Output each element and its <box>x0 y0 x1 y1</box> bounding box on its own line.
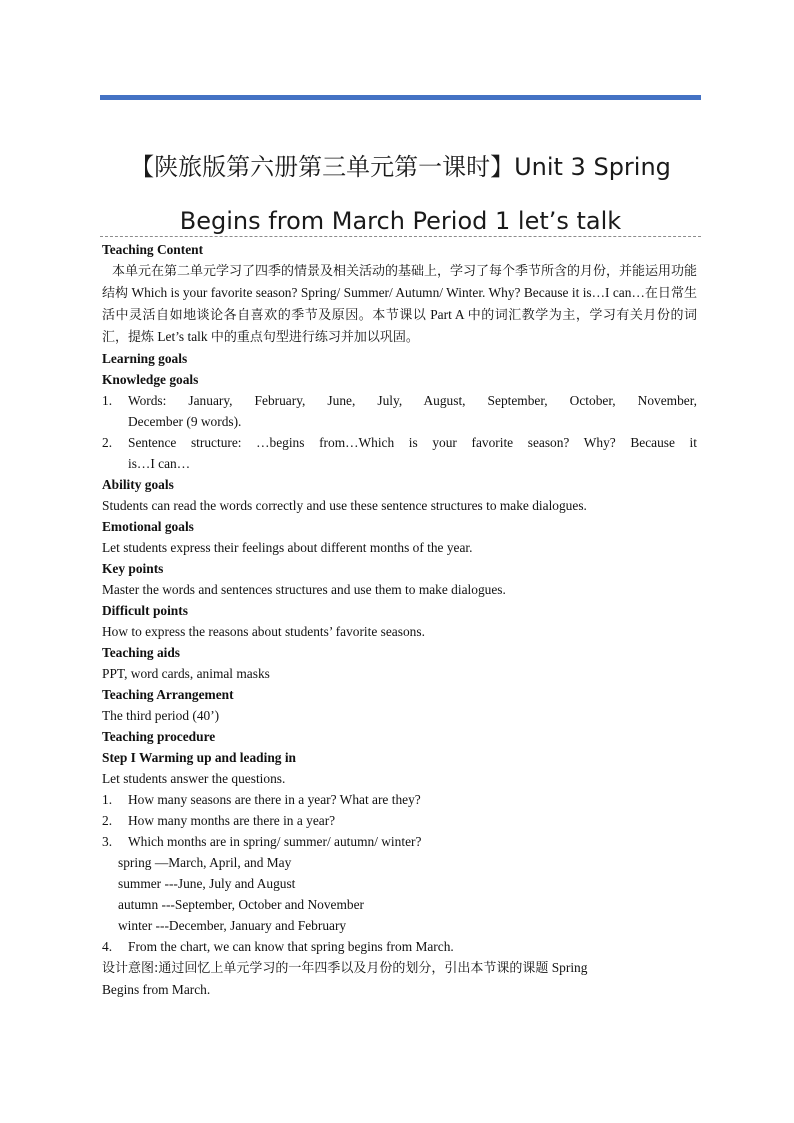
season-answer: summer ---June, July and August <box>118 876 296 891</box>
teaching-content-paragraph: 本单元在第二单元学习了四季的情景及相关活动的基础上，学习了每个季节所含的月份，并能运用功能结构 Which is your favorite season? Spring/ Summer/ Autumn/ Winter. Why? Because it is…I can…在日常生活中灵活自如地谈论各自喜欢的季节及原因。本节课以 Part A 中的词汇教学为主，学习有关月份的词汇，提炼 Let’s talk 中的重点句型进行练习并加以巩固。 <box>102 264 698 345</box>
knowledge-goals-heading: Knowledge goals <box>102 372 199 387</box>
page-title <box>100 140 701 248</box>
difficult-points-text: How to express the reasons about students’ favorite seasons. <box>102 624 425 639</box>
teaching-arrangement-text: The third period (40’) <box>102 708 220 723</box>
design-intent: 设计意图:通过回忆上单元学习的一年四季以及月份的划分，引出本节课的课题 Spring <box>102 960 588 976</box>
emotional-goals-heading: Emotional goals <box>102 519 194 534</box>
key-points-text: Master the words and sentences structures and use them to make dialogues. <box>102 582 506 597</box>
ability-goals-heading: Ability goals <box>102 477 174 492</box>
question-item: 3. Which months are in spring/ summer/ autumn/ winter? <box>102 834 422 849</box>
teaching-content-heading: Teaching Content <box>102 242 204 257</box>
teaching-arrangement-heading: Teaching Arrangement <box>102 687 234 702</box>
key-points-heading: Key points <box>102 561 164 576</box>
design-intent-cont: Begins from March. <box>102 982 211 997</box>
ability-goals-text: Students can read the words correctly and use these sentence structures to make dialogues. <box>102 498 587 513</box>
document-body <box>102 239 697 1000</box>
emotional-goals-text: Let students express their feelings about different months of the year. <box>102 540 473 555</box>
step1-heading: Step I Warming up and leading in <box>102 750 296 765</box>
knowledge-goal-item: 2. Sentence structure: …begins from…Which is your favorite season? Why? Because it is…I can… <box>102 435 697 471</box>
season-answer: autumn ---September, October and November <box>118 897 364 912</box>
question-item: 1. How many seasons are there in a year? What are they? <box>102 792 421 807</box>
teaching-aids-text: PPT, word cards, animal masks <box>102 666 270 681</box>
season-answer: spring —March, April, and May <box>118 855 292 870</box>
knowledge-goal-item: 1. Words: January, February, June, July, August, September, October, November, December (9 words). <box>102 393 697 429</box>
title-line-2: Begins from March Period 1 let’s talk <box>179 207 622 235</box>
question-item: 4. From the chart, we can know that spring begins from March. <box>102 939 454 954</box>
teaching-aids-heading: Teaching aids <box>102 645 181 660</box>
header-rule <box>100 95 701 100</box>
learning-goals-heading: Learning goals <box>102 351 188 366</box>
teaching-procedure-heading: Teaching procedure <box>102 729 216 744</box>
step1-intro: Let students answer the questions. <box>102 771 286 786</box>
title-divider <box>100 236 701 237</box>
difficult-points-heading: Difficult points <box>102 603 188 618</box>
title-line-1: 【陕旅版第六册第三单元第一课时】Unit 3 Spring <box>130 153 671 181</box>
question-item: 2. How many months are there in a year? <box>102 813 336 828</box>
season-answer: winter ---December, January and February <box>118 918 347 933</box>
